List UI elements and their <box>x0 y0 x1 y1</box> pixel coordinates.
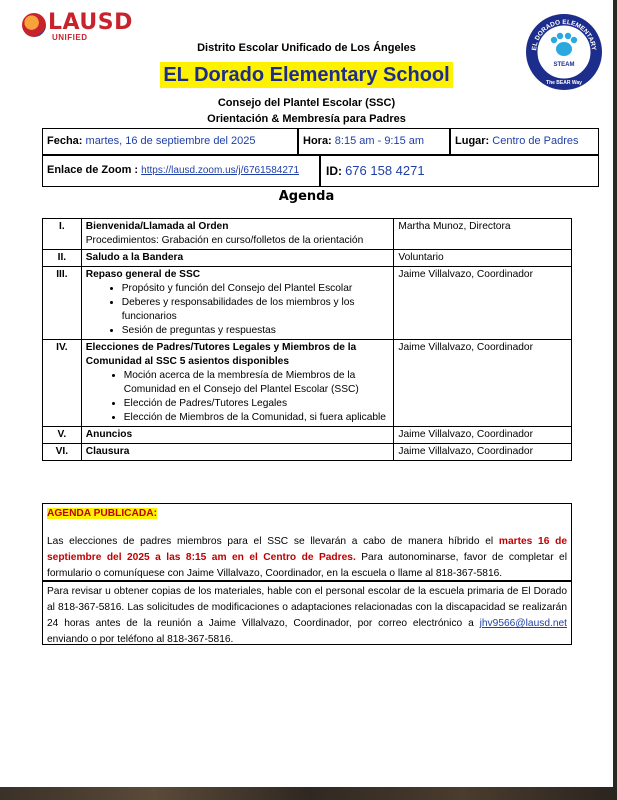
seal-center-text: STEAM <box>553 62 575 68</box>
email-link[interactable]: jhv9566@lausd.net <box>479 618 567 629</box>
lausd-emblem-icon <box>22 13 46 37</box>
school-title-wrap <box>0 62 613 88</box>
place-label: Lugar: <box>455 135 490 147</box>
logo-text: LAUSD <box>48 10 133 35</box>
time-box <box>298 128 450 155</box>
date-box <box>42 128 298 155</box>
item-title: Elecciones de Padres/Tutores Legales y Miembros de la Comunidad al SSC 5 asientos disponibles <box>85 342 357 367</box>
agenda-row <box>43 267 572 340</box>
place-box <box>450 128 599 155</box>
item-presenter: Jaime Villalvazo, Coordinador <box>394 340 572 427</box>
date-value: martes, 16 de septiembre del 2025 <box>85 135 256 147</box>
agenda-title: Agenda <box>278 189 335 204</box>
published-label: AGENDA PUBLICADA: <box>47 508 157 519</box>
bullet-item: • Deberes y responsabilidades de los miembros y los funcionarios <box>122 296 390 324</box>
copies-box <box>42 581 572 645</box>
item-content <box>81 267 394 340</box>
agenda-row <box>43 427 572 444</box>
item-title: Clausura <box>81 444 394 461</box>
notice-highlight: martes 16 de septiembre del 2025 a las 8:15 am en el Centro de Padres. <box>47 536 568 563</box>
notice-end: Para autonominarse, favor de completar el formulario o comuníquese con Jaime Villalvazo, Coordinador, en la escuela o llame al 818-367-5816. <box>47 552 567 579</box>
item-title: Anuncios <box>81 427 394 444</box>
logo-sub: UNIFIED <box>52 33 88 42</box>
copies-end: enviando o por teléfono al 818-367-5816. <box>47 634 234 645</box>
item-title: Saludo a la Bandera <box>81 250 394 267</box>
notice-box <box>42 503 572 581</box>
viewer-background <box>613 0 617 800</box>
item-bullets <box>86 369 390 425</box>
meeting-id-box <box>320 155 599 187</box>
item-number: IV. <box>43 340 82 427</box>
bullet-item: • Elección de Miembros de la Comunidad, si fuera aplicable <box>124 411 390 425</box>
agenda-row <box>43 250 572 267</box>
date-label: Fecha: <box>47 135 83 147</box>
agenda-row <box>43 444 572 461</box>
item-body: Procedimientos: Grabación en curso/folletos de la orientación <box>85 235 364 246</box>
orientation-title: Orientación & Membresía para Padres <box>207 113 406 125</box>
bullet-item: • Elección de Padres/Tutores Legales <box>124 397 390 411</box>
item-number: V. <box>43 427 82 444</box>
school-title: EL Dorado Elementary School <box>160 62 452 88</box>
zoom-box <box>42 155 320 187</box>
zoom-link[interactable]: https://lausd.zoom.us/j/6761584271 <box>141 165 300 176</box>
council-title: Consejo del Plantel Escolar (SSC) <box>217 97 396 109</box>
item-number: VI. <box>43 444 82 461</box>
meeting-id-label: ID: <box>326 164 342 178</box>
item-presenter: Martha Munoz, Directora <box>394 219 572 250</box>
notice-text <box>47 534 567 582</box>
bullet-item: • Propósito y función del Consejo del Plantel Escolar <box>122 282 390 296</box>
notice-start: Las elecciones de padres miembros para el SSC se llevarán a cabo de manera híbrido el <box>47 536 499 547</box>
seal-bottom-text: The BEAR Way <box>546 80 582 86</box>
district-name: Distrito Escolar Unificado de Los Ángeles <box>197 42 416 54</box>
item-number: III. <box>43 267 82 340</box>
place-value: Centro de Padres <box>492 135 579 147</box>
item-presenter: Jaime Villalvazo, Coordinador <box>394 427 572 444</box>
agenda-row <box>43 340 572 427</box>
time-label: Hora: <box>303 135 332 147</box>
item-bullets <box>86 282 390 338</box>
item-number: I. <box>43 219 82 250</box>
meeting-id-value: 676 158 4271 <box>345 163 425 178</box>
item-presenter: Jaime Villalvazo, Coordinador <box>394 444 572 461</box>
item-content <box>81 340 394 427</box>
item-presenter: Voluntario <box>394 250 572 267</box>
bullet-item: • Sesión de preguntas y respuestas <box>122 324 390 338</box>
agenda-row <box>43 219 572 250</box>
seal-outer-text: EL DORADO ELEMENTARY <box>530 18 598 51</box>
item-presenter: Jaime Villalvazo, Coordinador <box>394 267 572 340</box>
bullet-item: • Moción acerca de la membresía de Miembros de la Comunidad en el Consejo del Plantel Escolar (SSC) <box>124 369 390 397</box>
viewer-background <box>0 787 617 800</box>
zoom-label: Enlace de Zoom : <box>47 164 139 176</box>
time-value: 8:15 am - 9:15 am <box>334 135 425 147</box>
item-number: II. <box>43 250 82 267</box>
copies-text: Para revisar u obtener copias de los materiales, hable con el personal escolar de la escuela primaria de El Dorado al 818-367-5816. Las solicitudes de modificaciones o adaptaciones relacionadas con la discapacidad se realizarán 24 horas antes de la reunión a Jaime Villalvazo, Coordinador, por correo electrónico a <box>47 586 567 629</box>
item-title: Repaso general de SSC <box>85 269 201 280</box>
agenda-table <box>42 218 572 461</box>
item-content <box>81 219 394 250</box>
item-title: Bienvenida/Llamada al Orden <box>85 221 229 232</box>
